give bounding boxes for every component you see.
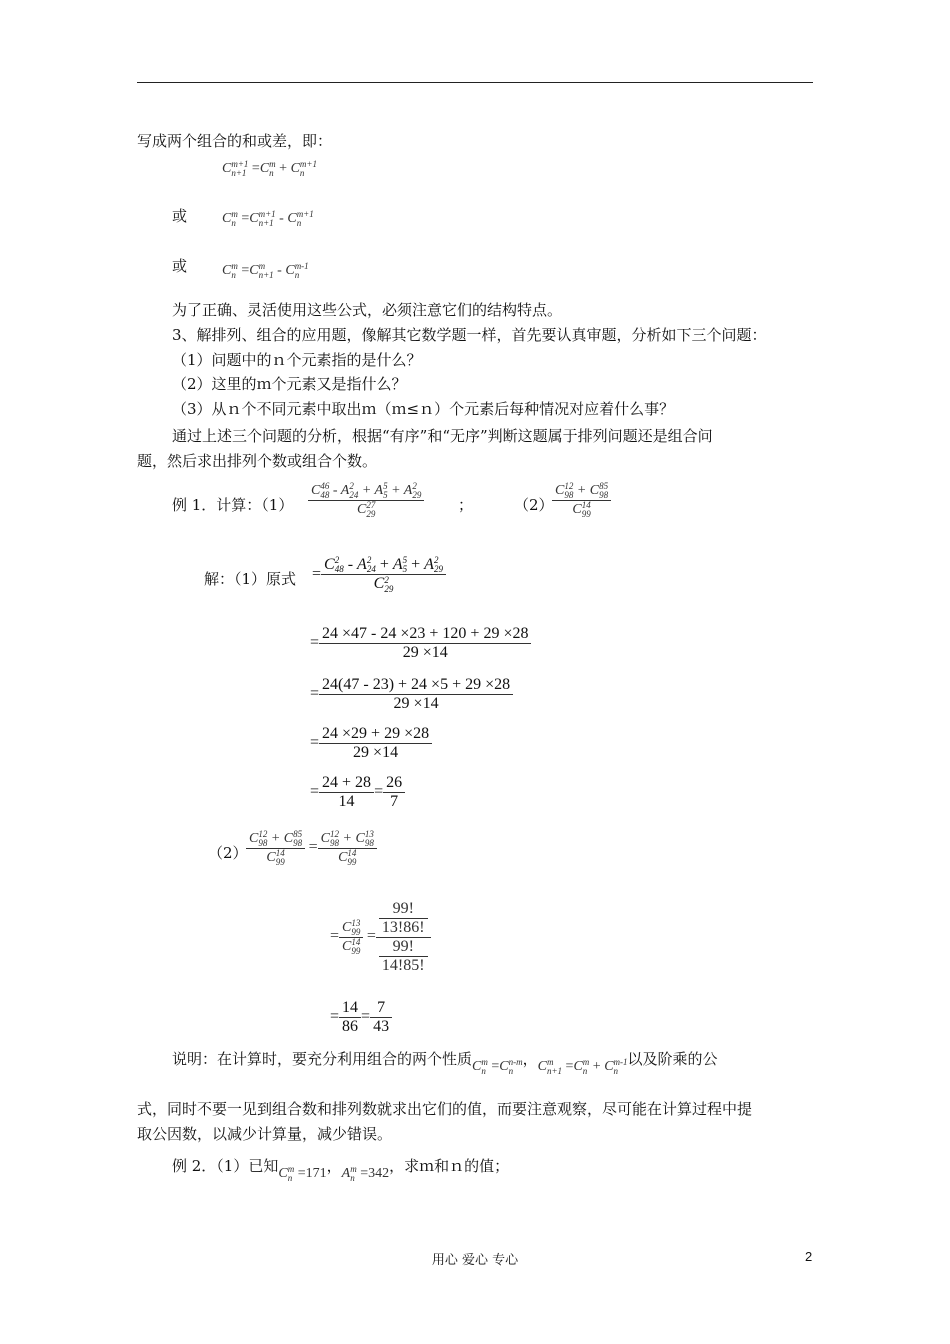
text-line: 写成两个组合的和或差，即： — [137, 132, 333, 150]
solution-2-step-0: C12 98 + C85 98 C14 99 = C12 98 + C13 98 C14 99 — [246, 830, 377, 867]
given-combination: Cm n =171 — [278, 1163, 327, 1183]
property-1: Cm n =Cn-m n — [472, 1056, 523, 1076]
formula-pascal-3: Cm n =Cm n+1 - Cm-1 n — [222, 261, 309, 280]
question-2: （2）这里的ｍ个元素又是指什么？ — [172, 375, 407, 393]
or-label: 或 — [172, 257, 188, 275]
solution-step-3: = $\frac{24 \times 29 + 29 \times 28}{29 \times 14}$ — [310, 725, 432, 762]
example-1-label: 例 1．计算：（1） — [172, 496, 294, 514]
example-2-question: ，求ｍ和ｎ的值； — [389, 1157, 510, 1175]
page-number: 2 — [805, 1249, 813, 1264]
example-2-label: 例 2．（1）已知 — [172, 1157, 279, 1175]
solution-label: 解：（1）原式 — [204, 570, 297, 588]
solution-2-label: （2） — [208, 844, 248, 862]
formula-pascal-1: Cm+1 n+1 =Cm n + Cm+1 n — [222, 159, 317, 178]
note-text — [172, 1048, 718, 1076]
solution-step-0: = C2 48 - A2 24 + A5 5 + A2 29 C2 29 — [312, 556, 446, 594]
separator: ； — [458, 496, 474, 514]
formula-pascal-2: Cm n =Cm+1 n+1 - Cm+1 n — [222, 209, 314, 228]
paragraph: 为了正确、灵活使用这些公式，必须注意它们的结构特点。 — [172, 301, 563, 319]
note-part: 以及阶乘的公 — [627, 1050, 718, 1068]
question-1: （1）问题中的ｎ个元素指的是什么？ — [172, 351, 422, 369]
solution-2-step-2: = $\frac{14}{86}$ = $\frac{7}{43}$ — [330, 999, 392, 1036]
solution-step-1: = $\frac{24 \times 47 - 24 \times 23 + 120 + 29 \times 28}{29 \times 14}$ — [310, 625, 531, 662]
paragraph: 式，同时不要一见到组合数和排列数就求出它们的值，而要注意观察，尽可能在计算过程中提 — [137, 1100, 753, 1118]
solution-2-step-1: = C13 99 C14 99 = $\frac{\frac{99!}{13!86!}}{\frac{99!}{14!85!}}$ — [330, 900, 431, 975]
paragraph: 3、解排列、组合的应用题，像解其它数学题一样，首先要认真审题，分析如下三个问题： — [172, 326, 767, 344]
paragraph: 通过上述三个问题的分析，根据“有序”和“无序”判断这题属于排列问题还是组合问 — [172, 427, 713, 445]
note-part: 说明：在计算时，要充分利用组合的两个性质 — [172, 1050, 473, 1068]
question-3: （3）从ｎ个不同元素中取出ｍ（ｍ≤ｎ）个元素后每种情况对应着什么事？ — [172, 400, 675, 418]
footer-motto: 用心 爱心 专心 — [431, 1253, 519, 1268]
solution-step-4: = $\frac{24 + 28}{14}$ = $\frac{26}{7}$ — [310, 774, 405, 811]
solution-step-2: = $\frac{24(47 - 23) + 24 \times 5 + 29 \times 28}{29 \times 14}$ — [310, 676, 513, 713]
paragraph: 取公因数，以减少计算量，减少错误。 — [137, 1125, 393, 1143]
paragraph: 题，然后求出排列个数或组合个数。 — [137, 452, 378, 470]
given-arrangement: Am n =342 — [341, 1163, 390, 1183]
example-1-part-2: （2） — [514, 496, 554, 514]
example-2 — [172, 1155, 510, 1183]
note-part: ， — [522, 1050, 538, 1068]
property-2: Cm n+1 =Cm n + Cm-1 n — [537, 1056, 628, 1076]
header-rule — [137, 82, 813, 83]
example-1-expr-1: C46 48 - A2 24 + A5 5 + A2 29 C27 29 — [308, 482, 424, 519]
comma: ， — [326, 1157, 342, 1175]
or-label: 或 — [172, 207, 188, 225]
example-1-expr-2: C12 98 + C85 98 C14 99 — [552, 482, 611, 519]
